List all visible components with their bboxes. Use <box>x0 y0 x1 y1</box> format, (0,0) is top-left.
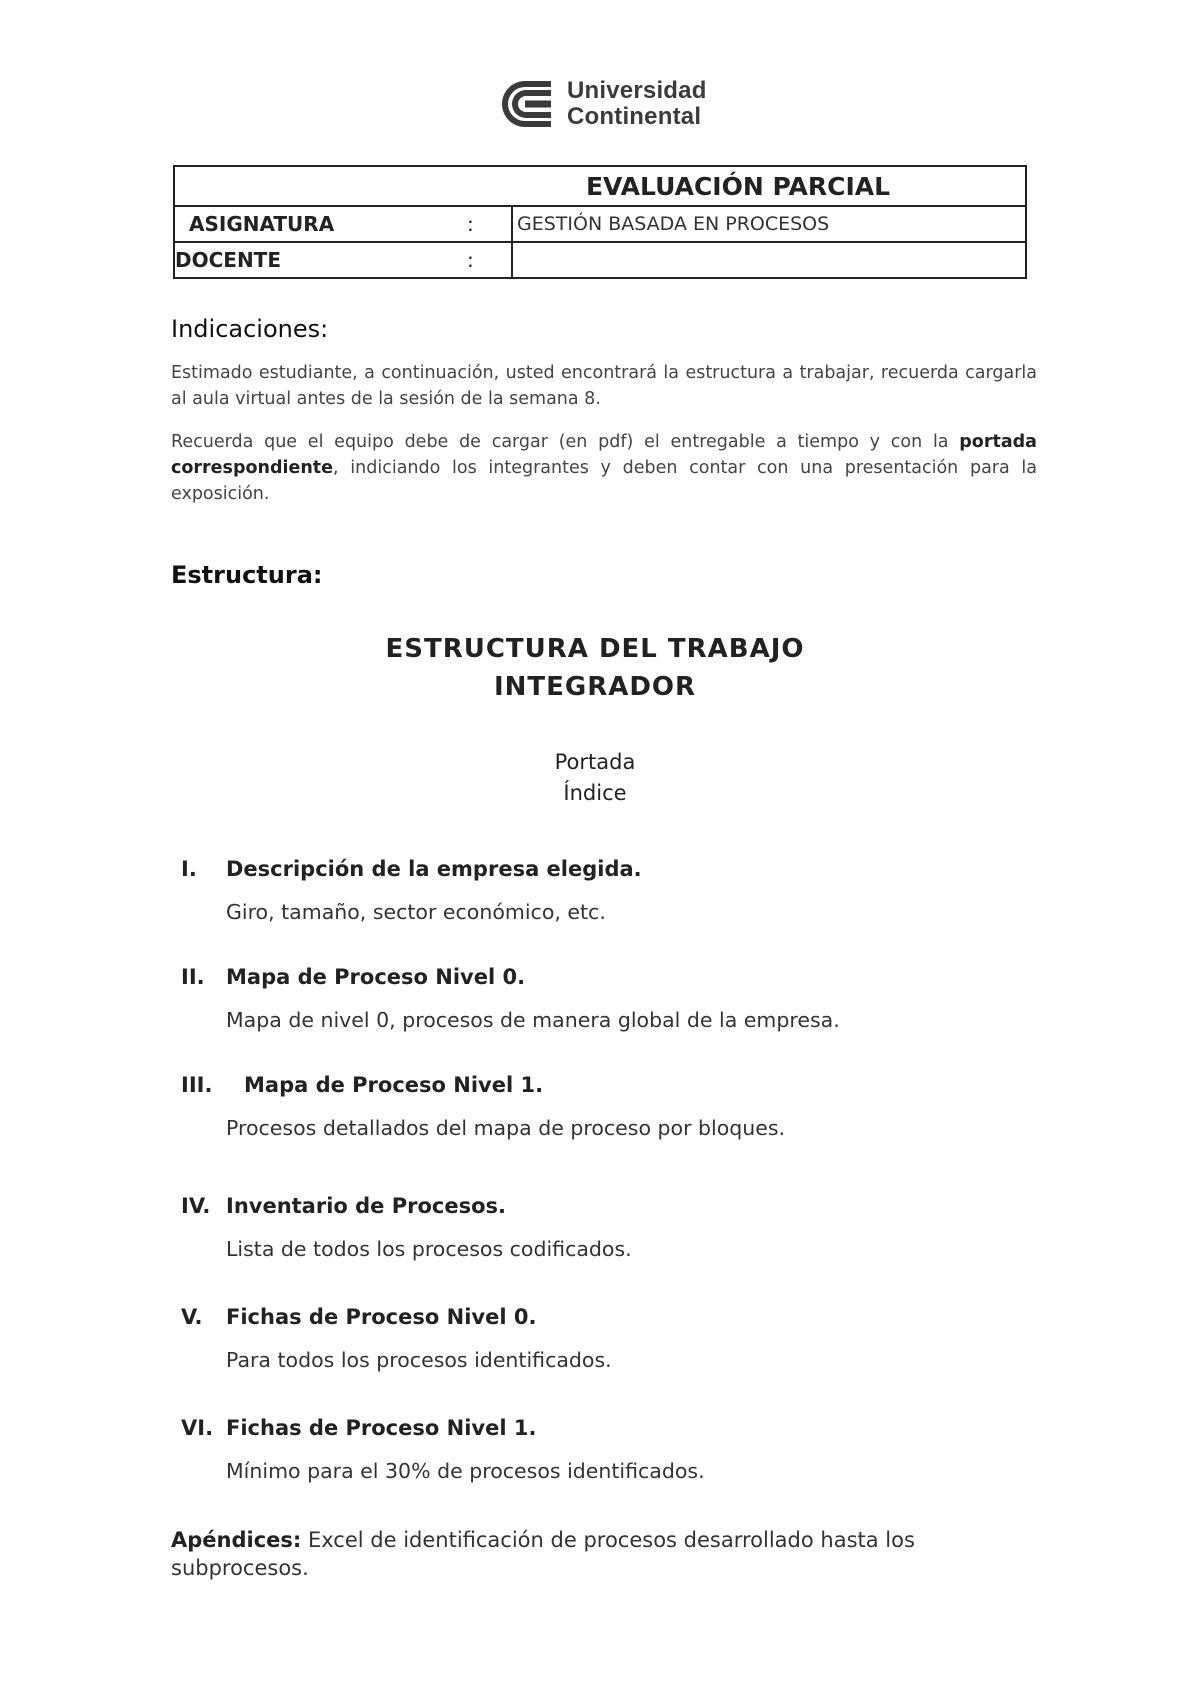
evaluation-title: EVALUACIÓN PARCIAL <box>174 166 1026 206</box>
docente-colon: : <box>463 242 512 278</box>
indicaciones-paragraph-1: Estimado estudiante, a continuación, usted encontrará la estructura a trabajar, recuerda cargarla al aula virtual antes de la sesión de la semana 8. <box>171 363 1037 409</box>
section-number: I. <box>181 857 197 881</box>
section-title: Fichas de Proceso Nivel 0. <box>226 1305 537 1329</box>
section-title: Mapa de Proceso Nivel 0. <box>226 965 526 989</box>
structure-title-line1: ESTRUCTURA DEL TRABAJO <box>385 634 805 664</box>
section-description: Mapa de nivel 0, procesos de manera global de la empresa. <box>226 1008 840 1032</box>
section-number: III. <box>181 1073 213 1097</box>
logo-line1: Universidad <box>567 77 707 104</box>
section-description: Para todos los procesos identificados. <box>226 1348 612 1372</box>
p2-text-start: Recuerda que el equipo debe de cargar (en pdf) el entregable a tiempo y con la <box>171 432 949 452</box>
docente-label: DOCENTE <box>174 242 463 278</box>
p2-text-end: , indiciando los integrantes y deben contar con una presentación para la exposición. <box>171 458 1037 504</box>
asignatura-value: GESTIÓN BASADA EN PROCESOS <box>512 206 1026 242</box>
section-heading <box>181 1416 536 1440</box>
portada-item: Portada <box>554 750 636 774</box>
section-number: V. <box>181 1305 203 1329</box>
logo-mark-icon <box>495 78 557 130</box>
section-heading <box>181 1194 506 1218</box>
structure-title <box>0 630 1190 706</box>
section-heading <box>181 1305 536 1329</box>
section-title: Mapa de Proceso Nivel 1. <box>244 1073 544 1097</box>
university-logo <box>495 78 707 130</box>
table-title-row <box>174 166 1026 206</box>
section-title: Inventario de Procesos. <box>226 1194 507 1218</box>
logo-line2: Continental <box>567 103 702 130</box>
section-description: Lista de todos los procesos codificados. <box>226 1237 632 1261</box>
indicaciones-paragraph-2 <box>171 429 1037 507</box>
apendices-paragraph <box>171 1526 1031 1582</box>
section-number: IV. <box>181 1194 211 1218</box>
section-description: Procesos detallados del mapa de proceso por bloques. <box>226 1116 786 1140</box>
section-number: II. <box>181 965 205 989</box>
estructura-heading: Estructura: <box>171 561 323 589</box>
structure-title-line2: INTEGRADOR <box>493 672 697 702</box>
section-heading <box>181 965 525 989</box>
asignatura-label: ASIGNATURA <box>174 206 463 242</box>
docente-value <box>512 242 1026 278</box>
asignatura-colon: : <box>463 206 512 242</box>
evaluation-header-table <box>173 165 1027 279</box>
logo-text <box>567 78 707 130</box>
section-heading <box>181 857 642 881</box>
section-description: Giro, tamaño, sector económico, etc. <box>226 900 606 924</box>
apendices-label: Apéndices: <box>171 1528 302 1552</box>
table-row <box>174 242 1026 278</box>
section-title: Fichas de Proceso Nivel 1. <box>226 1416 537 1440</box>
section-heading <box>181 1073 543 1097</box>
indicaciones-heading: Indicaciones: <box>171 315 329 343</box>
table-row <box>174 206 1026 242</box>
section-number: VI. <box>181 1416 214 1440</box>
section-description: Mínimo para el 30% de procesos identificados. <box>226 1459 705 1483</box>
apendices-text: Excel de identificación de procesos desarrollado hasta los subprocesos. <box>171 1528 915 1580</box>
section-title: Descripción de la empresa elegida. <box>226 857 642 881</box>
p2-bold-text: portada correspondiente <box>171 432 1037 478</box>
indice-item: Índice <box>563 781 627 805</box>
